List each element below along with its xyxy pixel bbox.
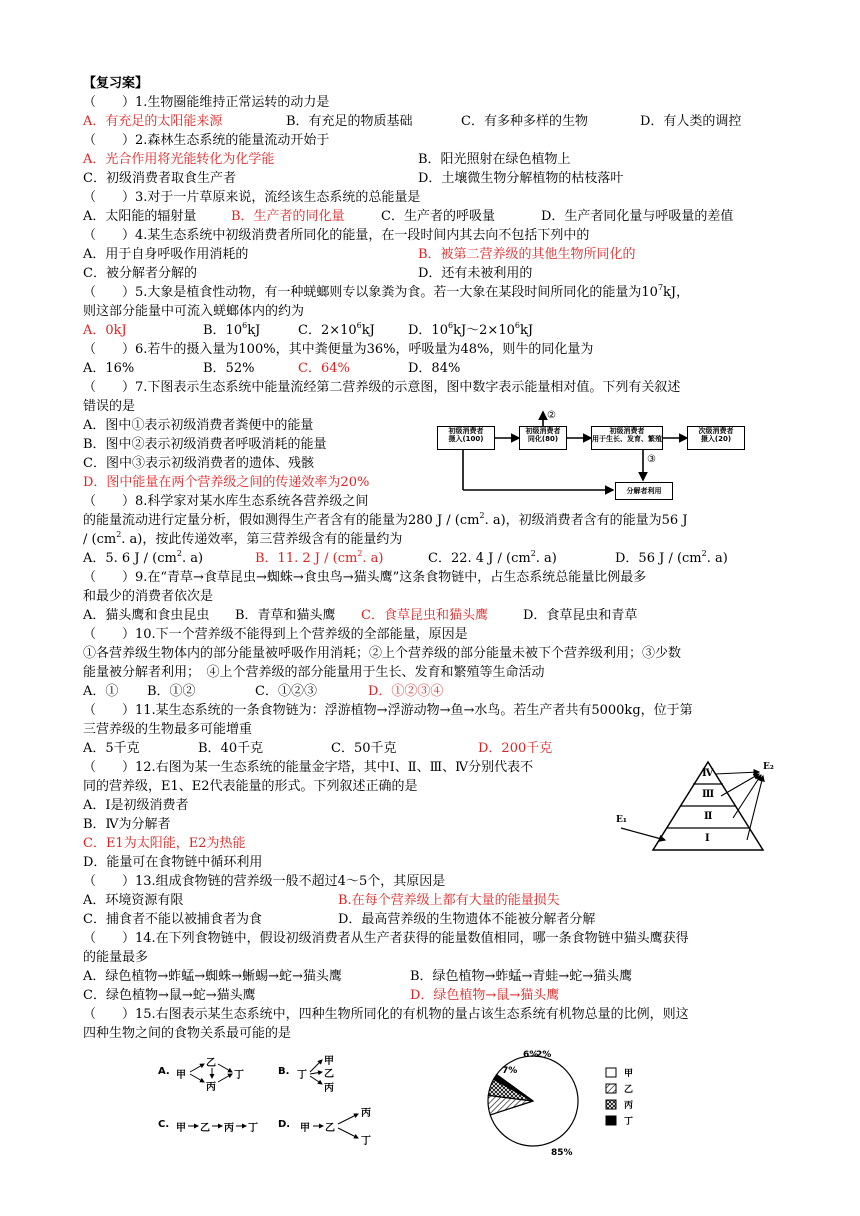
q2-option-d: D．土壤微生物分解植物的枯枝落叶 [418,171,624,186]
q8-option-b: B．11. 2 J / ($cm^2$. a) [255,549,384,566]
option-a-yi: 乙 [206,1058,216,1069]
q5-stem-line2: 则这部分能量中可流入蜣螂体内的约为 [83,304,305,319]
q15-stem: （ ）15.右图表示某生态系统中，四种生物所同化的有机物的量占该生态系统有机物总量的比例，则这 [83,1007,689,1022]
q8-stem-line2: 的能量流动进行定量分析，假如测得生产者含有的能量为280 J / ($cm^2$. a)，初级消费者含有的能量为56 J [83,511,688,528]
option-a-label: A. [158,1066,170,1077]
legend-swatch-4 [606,1116,616,1125]
q4-option-b: B．被第二营养级的其他生物所同化的 [418,247,636,262]
q6-option-d: D．84% [408,361,461,376]
q14-option-b: B．绿色植物→蚱蜢→青蛙→蛇→猫头鹰 [410,969,633,984]
q1-option-a: A．有充足的太阳能来源 [83,114,223,129]
q7-option-a: A．图中①表示初级消费者粪便中的能量 [83,418,314,433]
q3-option-b: B．生产者的同化量 [231,209,345,224]
q9-option-c: C．食草昆虫和猫头鹰 [361,608,488,623]
option-c-ding: 丁 [248,1123,258,1134]
q4-option-a: A．用于自身呼吸作用消耗的 [83,247,249,262]
level-2: Ⅱ [704,811,713,822]
q11-stem: （ ）11.某生态系统的一条食物链为：浮游植物→浮游动物→鱼→水鸟。若生产者共有5000kg，位于第 [83,703,693,718]
pie-label-3: 6% [523,1050,539,1060]
q12-option-d: D．能量可在食物链中循环利用 [83,855,263,870]
q7-option-b: B．图中②表示初级消费者呼吸消耗的能量 [83,437,327,452]
q9-stem-line2: 和最少的消费者依次是 [83,589,214,604]
q14-option-c: C．绿色植物→鼠→蛇→猫头鹰 [83,988,256,1003]
pie-label-2: 7% [502,1066,518,1076]
q11-stem-line2: 三营养级的生物最多可能增重 [83,722,253,737]
q1-stem: （ ）1.生物圈能维持正常运转的动力是 [83,95,330,110]
energy-flow-diagram [433,408,783,508]
q9-option-a: A．猫头鹰和食虫昆虫 [83,608,210,623]
q14-stem-line2: 的能量最多 [83,950,149,965]
legend-swatch-2 [606,1084,616,1093]
q14-stem: （ ）14.在下列食物链中，假设初级消费者从生产者获得的能量数值相同，哪一条食物链中猫头鹰获得 [83,931,689,946]
q5-option-d: D．$10^6kJ\sim 2\times 10^6kJ$ [408,321,534,338]
q7-stem-line2: 错误的是 [83,399,136,414]
legend-label-1: 甲 [624,1069,634,1079]
q8-stem-line3: / ($cm^2$. a)，按此传递效率，第三营养级含有的能量约为 [83,530,403,547]
q13-option-b: B.在每个营养级上都有大量的能量损失 [338,893,560,908]
q9-option-d: D．食草昆虫和青草 [523,608,638,623]
q5-option-c: C．$2\times 10^6kJ$ [298,321,375,338]
option-b-ding: 丁 [297,1070,307,1081]
q14-option-d: D．绿色植物→鼠→猫头鹰 [410,988,560,1003]
q2-stem: （ ）2.森林生态系统的能量流动开始于 [83,133,330,148]
q10-option-d: D．①②③④ [368,684,444,699]
q10-stem-line2: ①各营养级生物体内的部分能量被呼吸作用消耗；②上个营养级的部分能量未被下个营养级利用；③少数 [83,646,682,661]
legend-label-4: 丁 [624,1117,634,1127]
pyramid-shape [613,758,788,858]
q10-option-c: C．①②③ [255,684,317,699]
q7-stem: （ ）7.下图表示生态系统中能量流经第二营养级的示意图，图中数字表示能量相对值。下列有关叙述 [83,380,681,395]
level-3: Ⅲ [702,789,715,800]
q3-stem: （ ）3.对于一片草原来说，流经该生态系统的总能量是 [83,190,421,205]
marker-2: ② [547,410,556,421]
q8-stem: （ ）8.科学家对某水库生态系统各营养级之间 [83,494,369,509]
pie-label-1: 85% [551,1148,573,1156]
q5-option-b: B．$10^6kJ$ [203,321,261,338]
option-a-jia: 甲 [176,1070,186,1081]
box-growth-reproduction: 初级消费者 用于生长、发育、繁殖 [591,426,663,450]
level-4: Ⅳ [702,768,714,779]
e1-label: E₁ [616,815,627,825]
q8-option-a: A．5. 6 J / ($cm^2$. a) [83,549,204,566]
option-b-bing: 丙 [324,1083,334,1094]
box-decomposer: 分解者利用 [615,482,673,500]
q13-option-a: A．环境资源有限 [83,893,184,908]
q1-option-c: C．有多种多样的生物 [461,114,588,129]
q6-option-a: A．16% [83,361,135,376]
option-b-label: B. [278,1066,290,1077]
q13-option-c: C．捕食者不能以被捕食者为食 [83,912,262,927]
option-d-label: D. [278,1119,291,1130]
q13-option-d: D．最高营养级的生物遗体不能被分解者分解 [338,912,596,927]
q3-option-c: C．生产者的呼吸量 [381,209,495,224]
q12-stem-line2: 同的营养级，E1、E2代表能量的形式。下列叙述正确的是 [83,779,418,794]
q3-option-a: A．太阳能的辐射量 [83,209,197,224]
q5-stem: （ ）5.大象是植食性动物，有一种蜣螂则专以象粪为食。若一大象在某段时间所同化的能量为$10^7kJ$， [83,283,690,300]
pie-svg [478,1046,688,1156]
level-1: Ⅰ [705,833,710,844]
e2-label: E₂ [763,762,774,772]
q12-option-b: B．Ⅳ为分解者 [83,817,171,832]
q11-option-c: C．50千克 [331,741,397,756]
q6-option-c: C．64% [298,361,350,376]
option-d-jia: 甲 [300,1123,310,1134]
energy-flow-arrows [433,408,783,508]
q7-option-d: D．图中能量在两个营养级之间的传递效率为20% [83,475,370,490]
q2-option-a: A．光合作用将光能转化为化学能 [83,152,275,167]
q12-option-a: A．Ⅰ是初级消费者 [83,798,189,813]
q12-option-c: C．E1为太阳能，E2为热能 [83,836,246,851]
q8-option-c: C．22. 4 J / ($cm^2$. a) [428,549,557,566]
q4-option-c: C．被分解者分解的 [83,266,197,281]
q1-option-b: B．有充足的物质基础 [286,114,413,129]
q9-option-b: B．青草和猫头鹰 [235,608,336,623]
q2-option-b: B．阳光照射在绿色植物上 [418,152,571,167]
marker-3: ③ [647,454,656,465]
header: 【复习案】 [83,76,149,91]
option-c-label: C. [158,1119,170,1130]
q10-stem-line3: 能量被分解者利用； ④上个营养级的部分能量用于生长、发育和繁殖等生命活动 [83,665,545,680]
q10-stem: （ ）10.下一个营养级不能得到上个营养级的全部能量，原因是 [83,627,468,642]
option-c-jia: 甲 [176,1123,186,1134]
energy-pyramid [613,758,788,858]
legend-label-2: 乙 [624,1085,634,1095]
legend-label-3: 丙 [624,1101,634,1111]
food-web-options [158,1052,408,1147]
q11-option-b: B．40千克 [198,741,264,756]
q14-option-a: A．绿色植物→蚱蜢→蜘蛛→蜥蜴→蛇→猫头鹰 [83,969,342,984]
option-a-ding: 丁 [234,1070,244,1081]
q4-stem: （ ）4.某生态系统中初级消费者所同化的能量，在一段时间内其去向不包括下列中的 [83,228,590,243]
option-b-yi: 乙 [324,1069,334,1080]
q2-option-c: C．初级消费者取食生产者 [83,171,236,186]
box-primary-assimilation: 初级消费者 同化(80) [519,426,567,450]
pie-chart [478,1046,688,1156]
q9-stem: （ ）9.在“青草→食草昆虫→蜘蛛→食虫鸟→猫头鹰”这条食物链中，占生态系统总能量比例最多 [83,570,647,585]
q6-stem: （ ）6.若牛的摄入量为100%，其中粪便量为36%，呼吸量为48%，则牛的同化量为 [83,342,594,357]
q15-stem-line2: 四种生物之间的食物关系最可能的是 [83,1026,292,1041]
option-b-jia: 甲 [324,1056,334,1067]
box-secondary-intake: 次级消费者 摄入(20) [687,426,745,450]
q8-option-d: D．56 J / ($cm^2$. a) [615,549,728,566]
q7-option-c: C．图中③表示初级消费者的遗体、残骸 [83,456,314,471]
q10-option-b: B．①② [147,684,196,699]
q5-option-a: A．0kJ [83,323,127,338]
option-d-ding: 丁 [361,1136,371,1147]
q13-stem: （ ）13.组成食物链的营养级一般不超过4～5个，其原因是 [83,874,446,889]
option-c-bing: 丙 [224,1123,234,1134]
q4-option-d: D．还有未被利用的 [418,266,533,281]
q11-option-a: A．5千克 [83,741,140,756]
option-d-bing: 丙 [361,1108,371,1119]
q10-option-a: A．① [83,684,119,699]
option-a-bing: 丙 [206,1082,216,1093]
pie-label-4: 2% [536,1050,552,1060]
q11-option-d: D．200千克 [478,741,553,756]
legend-swatch-3 [606,1100,616,1109]
q6-option-b: B．52% [203,361,255,376]
option-c-yi: 乙 [200,1123,210,1134]
option-d-yi: 乙 [325,1123,335,1134]
q1-option-d: D．有人类的调控 [640,114,742,129]
legend-swatch-1 [606,1068,616,1077]
q3-option-d: D．生产者同化量与呼吸量的差值 [541,209,734,224]
box-primary-intake: 初级消费者 摄入(100) [437,426,495,450]
q12-stem: （ ）12.右图为某一生态系统的能量金字塔，其中Ⅰ、Ⅱ、Ⅲ、Ⅳ分别代表不 [83,760,534,775]
